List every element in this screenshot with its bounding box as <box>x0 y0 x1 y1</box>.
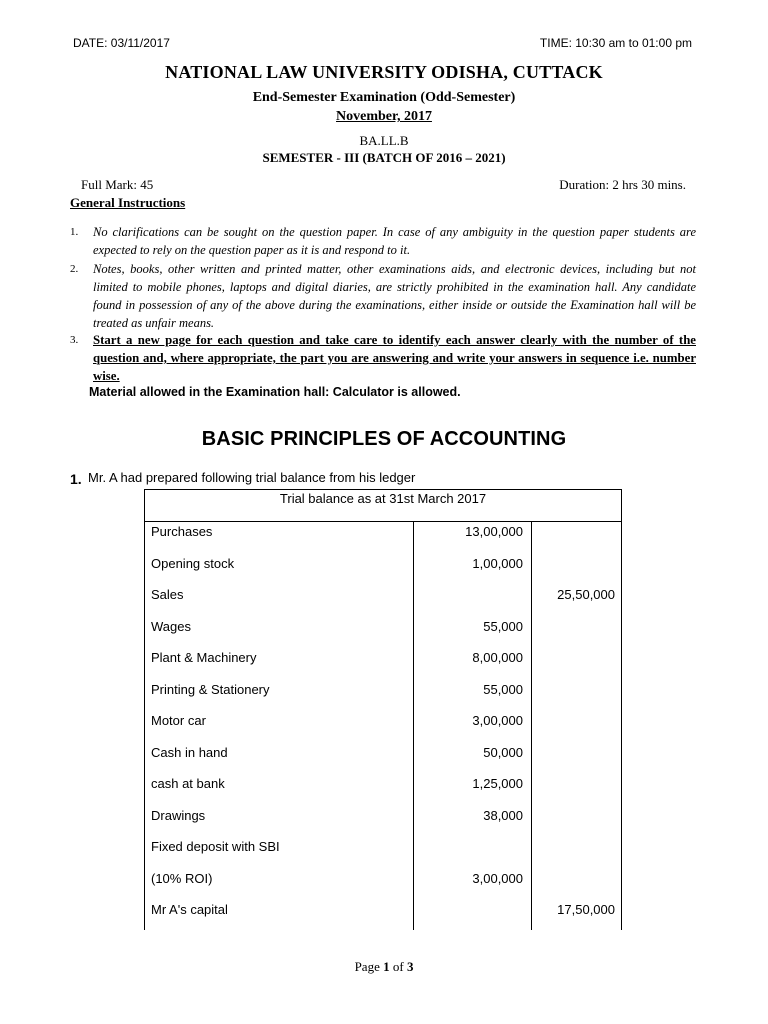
instruction-text: Start a new page for each question and take care to identify each answer clearly with the number of the question and, where appropriate, the part you are answering and write your answers in sequence i.e. number wise. <box>93 333 696 383</box>
instruction-text: No clarifications can be sought on the question paper. In case of any ambiguity in the question paper students are expected to rely on the question paper as it is and respond to it. <box>93 225 696 257</box>
of-label: of <box>392 959 404 974</box>
particular-cell: Plant & Machinery <box>151 650 257 665</box>
programme: BA.LL.B <box>359 133 409 148</box>
table-row <box>145 587 621 607</box>
table-row <box>145 871 621 891</box>
question-number: 1. <box>70 471 82 487</box>
table-row <box>145 713 621 733</box>
debit-cell: 1,25,000 <box>472 776 523 791</box>
particular-cell: cash at bank <box>151 776 225 791</box>
instruction-item <box>70 223 696 259</box>
table-row <box>145 619 621 639</box>
table-row <box>145 902 621 922</box>
table-row <box>145 808 621 828</box>
debit-cell: 1,00,000 <box>472 555 523 571</box>
question-text: Mr. A had prepared following trial balance from his ledger <box>88 470 416 485</box>
page-footer <box>0 959 768 975</box>
debit-cell: 3,00,000 <box>472 713 523 728</box>
trial-balance-table <box>144 489 622 930</box>
debit-cell: 55,000 <box>483 681 523 697</box>
duration: Duration: 2 hrs 30 mins. <box>559 177 686 192</box>
trial-balance-title: Trial balance as at 31st March 2017 <box>145 490 621 522</box>
particular-cell: Wages <box>151 618 191 634</box>
exam-title: End-Semester Examination (Odd-Semester) <box>252 90 516 105</box>
university-title: NATIONAL LAW UNIVERSITY ODISHA, CUTTACK <box>165 62 603 82</box>
exam-date: DATE: 03/11/2017 <box>73 36 170 50</box>
table-row <box>145 556 621 576</box>
table-row <box>145 524 621 544</box>
debit-cell: 55,000 <box>483 618 523 634</box>
instruction-text: Notes, books, other written and printed matter, other examinations aids, and electronic devices, including but not limited to mobile phones, laptops and digital diaries, are strictly prohibited in the examination hall. Any candidate found in possession of any of the above during the examinations, either inside or outside the Examination hall will be treated as unfair means. <box>93 262 696 330</box>
table-row <box>145 776 621 796</box>
table-row <box>145 839 621 859</box>
instruction-item <box>70 331 696 385</box>
material-allowed: Material allowed in the Examination hall: Calculator is allowed. <box>89 385 461 399</box>
instruction-number: 3. <box>70 334 79 346</box>
table-row <box>145 650 621 670</box>
credit-cell: 25,50,000 <box>557 587 615 602</box>
page-number: 1 <box>383 959 390 974</box>
particular-cell: Motor car <box>151 713 206 728</box>
debit-cell: 38,000 <box>483 807 523 823</box>
credit-cell: 17,50,000 <box>557 902 615 917</box>
semester: SEMESTER - III (BATCH OF 2016 – 2021) <box>262 150 506 165</box>
instruction-item <box>70 260 696 332</box>
full-mark: Full Mark: 45 <box>81 177 154 192</box>
table-row <box>145 745 621 765</box>
particular-cell: Mr A's capital <box>151 902 228 917</box>
instruction-number: 2. <box>70 263 79 275</box>
table-row <box>145 682 621 702</box>
particular-cell: Opening stock <box>151 555 235 571</box>
particular-cell: Fixed deposit with SBI <box>151 839 280 854</box>
particular-cell: Sales <box>151 587 184 602</box>
subject-title: BASIC PRINCIPLES OF ACCOUNTING <box>201 428 567 450</box>
debit-cell: 8,00,000 <box>472 650 523 665</box>
particular-cell: Cash in hand <box>151 744 228 760</box>
instruction-number: 1. <box>70 226 79 238</box>
debit-cell: 50,000 <box>483 744 523 760</box>
particular-cell: Purchases <box>151 524 213 539</box>
exam-time: TIME: 10:30 am to 01:00 pm <box>539 36 692 50</box>
debit-cell: 3,00,000 <box>472 870 523 886</box>
total-pages: 3 <box>406 959 414 974</box>
general-instructions-heading: General Instructions <box>70 195 186 210</box>
particular-cell: Printing & Stationery <box>151 681 270 697</box>
particular-cell: (10% ROI) <box>151 870 213 886</box>
exam-month: November, 2017 <box>336 109 432 124</box>
particular-cell: Drawings <box>151 807 206 823</box>
debit-cell: 13,00,000 <box>465 524 523 539</box>
page-label: Page <box>354 959 380 974</box>
